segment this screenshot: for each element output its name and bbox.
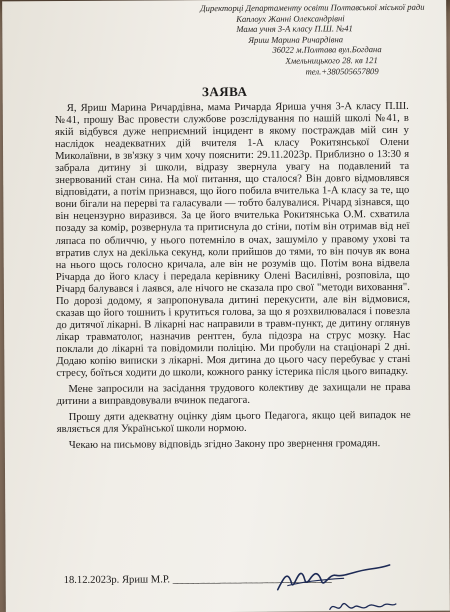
document-title: ЗАЯВА <box>201 83 248 100</box>
addressee-line: 36022 м.Полтава вул.Богдана <box>272 44 382 56</box>
body-paragraph: Я, Яриш Марина Ричардівна, мама Ричарда Яриша учня 3-А класу П.Ш. №41, прошу Вас провести службове розслідування по нашій школі №41, в якій відбувся дуже неприємний інцидент в якому постраждав мій син у наслідок неадекватних дій вчителя 1-А класу Рокитянської Олени Миколаївни, в зв'язку з чим хочу пояснити: 29.11.2023р. Приблизно о 13:30 я забрала дитину зі школи, відразу звернула увагу на подавлений та знервований стан сина. На мої питання, що сталося? Він довго відмовлявся відповідати, а потім признався, що його побила вчителька 1-А класу за те, що вони бігали на перерві та галасували — тобто балувалися. Річард зізнався, що він нецензурно виразився. За це його вчителька Рокитянська О.М. схватила позаду за комір, розвернула та притиснула до стіни, потім він отримав від неї ляпаса по обличчю, у нього потемніло в очах, зашуміло у правому ухові та втратив слух на декілька секунд, коли прийшов до тями, то він почув як вона на нього щось голосно кричала, але він не розумів що. Потім вона відвела Річарда до його класу і передала керівнику Олені Василівні, розповіла, що Річард балувався і лаявся, але нічого не сказала про свої "методи виховання". По дорозі додому, я запропонувала дитині перекусити, але він відмовися, сказав що його тошнить і крутиться голова, за що я розхвилювалася і повезла до дитячої лікарні. В лікарні нас направили в травм-пункт, де дитину оглянув лікар травматолог, назначив рентген, була підозра на струс мозку. Нас поклали до лікарні та повідомили поліцію. Ми пробули на стаціонарі 2 дні. Додаю копію виписки з лікарні. Моя дитина до цього часу перебуває у стані стресу, боїться ходити до школи, кожного ранку істерика після цього випадку. <box>54 100 411 380</box>
document-body <box>55 101 411 452</box>
document-sheet <box>2 0 450 612</box>
addressee-line: Яриш Марина Ричардівна <box>248 34 344 45</box>
addressee-line: Мама учня 3-А класу П.Ш. №41 <box>236 23 353 35</box>
addressee-line: Каплоух Жанні Олександрівні <box>236 12 345 24</box>
addressee-line: тел.+380505657809 <box>305 65 379 77</box>
handwritten-signature <box>274 559 394 600</box>
addressee-block <box>200 1 425 77</box>
signature-line: 18.12.2023р. Яриш М.Р. ______________________________ <box>63 573 332 586</box>
addressee-line: Хмельницького 28. кв 121 <box>285 55 378 66</box>
body-paragraph: Мене запросили на засідання трудового колективу де захищали не права дитини а виправдовували вчинок педагога. <box>56 381 411 408</box>
handwritten-note <box>328 597 398 612</box>
addressee-line: Директорці Департаменту освіти Полтавської міської ради <box>200 1 425 14</box>
body-paragraph: Прошу дяти адекватну оцінку діям цього Педагога, якщо цей випадок не являється для Української школи нормою. <box>56 410 411 436</box>
body-paragraph: Чекаю на письмову відповідь згідно Закону про звернення громадян. <box>68 438 381 452</box>
